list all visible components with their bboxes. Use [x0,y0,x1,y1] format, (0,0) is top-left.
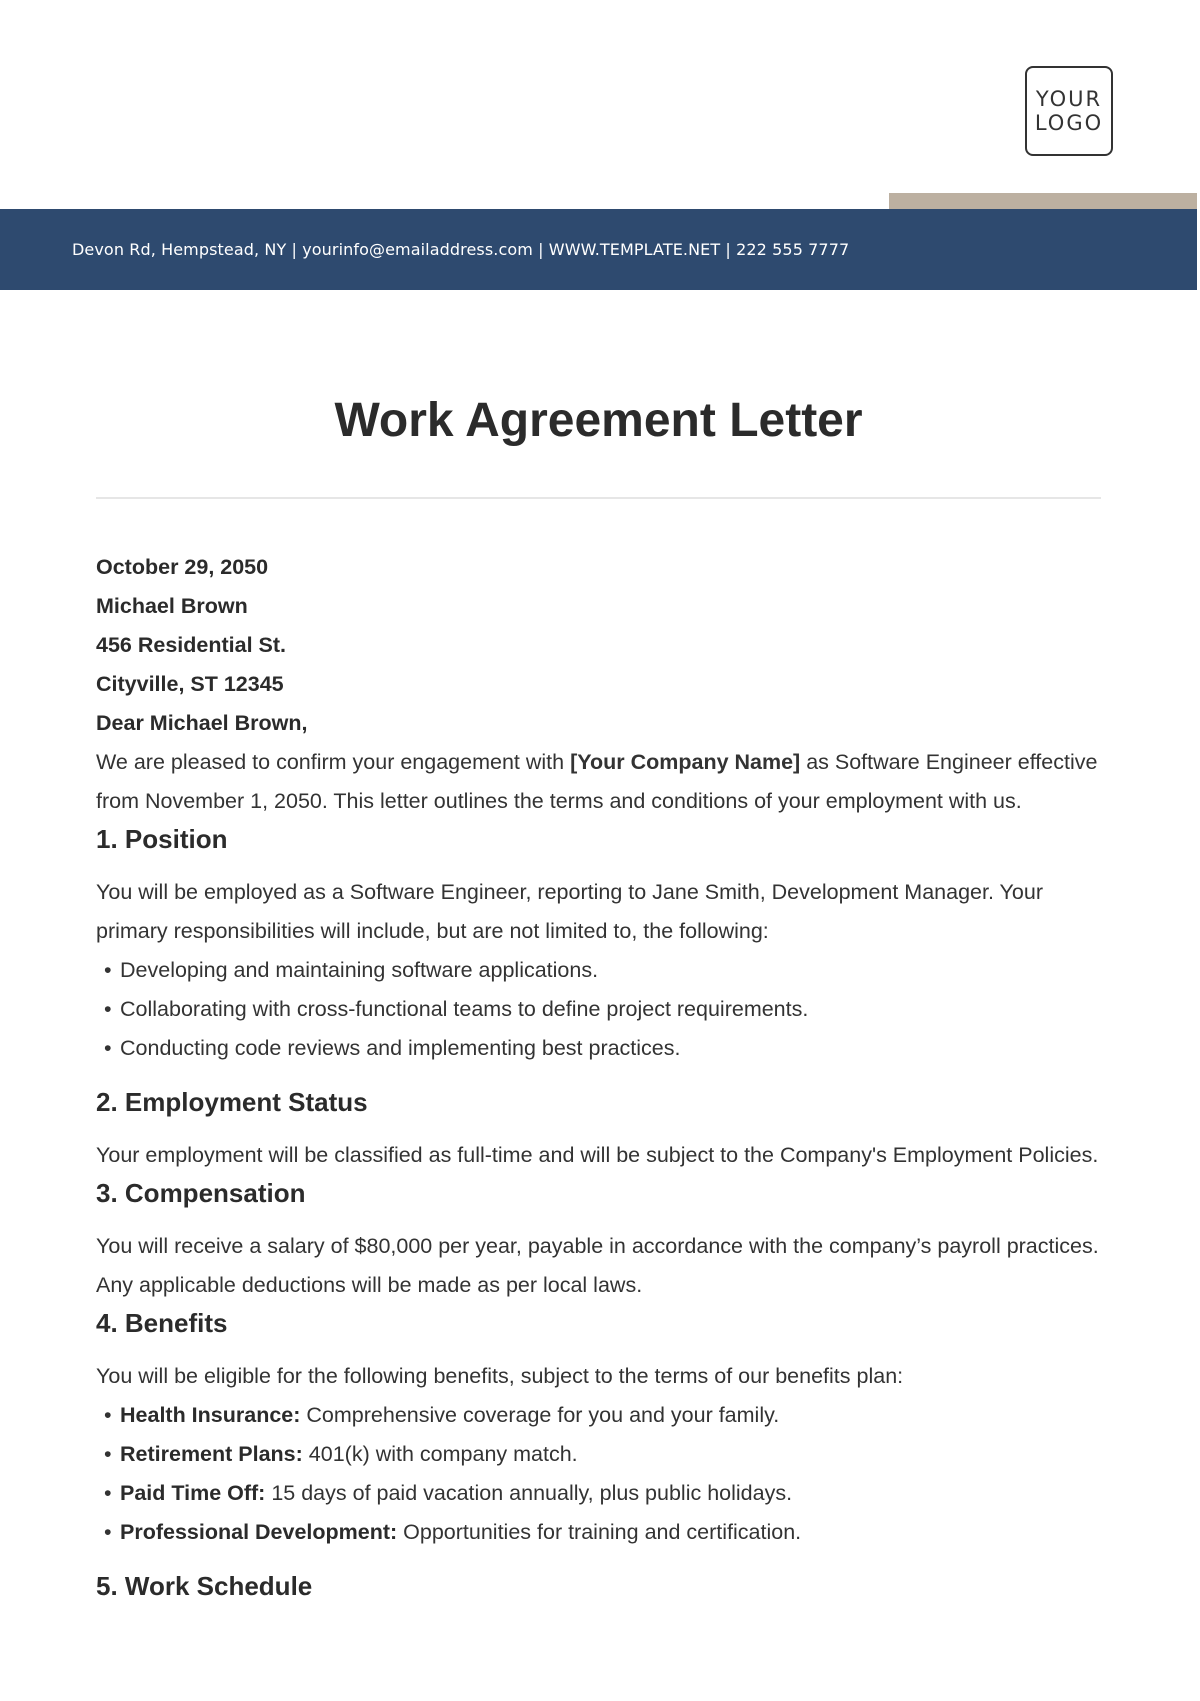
company-name-placeholder: [Your Company Name] [570,750,801,774]
company-logo-placeholder [1025,66,1113,156]
list-item [96,1513,1106,1552]
letter-date: October 29, 2050 [96,555,269,579]
logo-text-line1: YOUR [1035,87,1103,111]
list-item: • Developing and maintaining software applications. [96,951,1106,990]
section-heading-work-schedule: 5. Work Schedule [96,1571,313,1601]
list-item: • Conducting code reviews and implementing best practices. [96,1029,1106,1068]
recipient-name: Michael Brown [96,594,248,618]
list-item [96,1474,1106,1513]
section-heading-compensation: 3. Compensation [96,1178,306,1208]
position-text: You will be employed as a Software Engineer, reporting to Jane Smith, Development Manager. Your primary responsibilities will include, but are not limited to, the following: [96,880,1043,943]
benefit-text: 15 days of paid vacation annually, plus public holidays. [265,1481,793,1505]
logo-text-line2: LOGO [1034,111,1104,135]
section-heading-employment-status: 2. Employment Status [96,1087,368,1117]
employment-status-text: Your employment will be classified as full-time and will be subject to the Company's Employment Policies. [96,1143,1099,1167]
benefits-list [96,1396,1106,1552]
recipient-address-line2: Cityville, ST 12345 [96,672,284,696]
benefit-label: Professional Development: [120,1520,398,1544]
letter-body [96,548,1106,1604]
benefits-text: You will be eligible for the following benefits, subject to the terms of our benefits plan: [96,1364,904,1388]
benefit-label: Retirement Plans: [120,1442,303,1466]
page-title: Work Agreement Letter [334,394,863,447]
intro-paragraph [96,743,1106,821]
intro-text-end: as Software Engineer effective from November 1, 2050. This letter outlines the terms and conditions of your employment with us. [96,750,1098,813]
responsibilities-list [96,951,1106,1068]
list-item [96,1435,1106,1474]
recipient-address-line1: 456 Residential St. [96,633,286,657]
compensation-text: You will receive a salary of $80,000 per year, payable in accordance with the company’s payroll practices. Any applicable deductions will be made as per local laws. [96,1234,1099,1297]
benefit-label: Health Insurance: [120,1403,301,1427]
section-heading-position: 1. Position [96,824,228,854]
intro-text-start: We are pleased to confirm your engagement with [96,750,571,774]
list-item [96,1396,1106,1435]
benefit-text: Opportunities for training and certification. [397,1520,802,1544]
benefit-text: 401(k) with company match. [302,1442,578,1466]
header-contact-band [0,209,1197,290]
list-item: • Collaborating with cross-functional teams to define project requirements. [96,990,1106,1029]
benefit-text: Comprehensive coverage for you and your family. [300,1403,780,1427]
benefit-label: Paid Time Off: [120,1481,266,1505]
contact-info: Devon Rd, Hempstead, NY | yourinfo@emailaddress.com | WWW.TEMPLATE.NET | 222 555 7777 [72,240,850,259]
title-divider [96,497,1101,499]
salutation: Dear Michael Brown, [96,711,308,735]
section-heading-benefits: 4. Benefits [96,1308,228,1338]
